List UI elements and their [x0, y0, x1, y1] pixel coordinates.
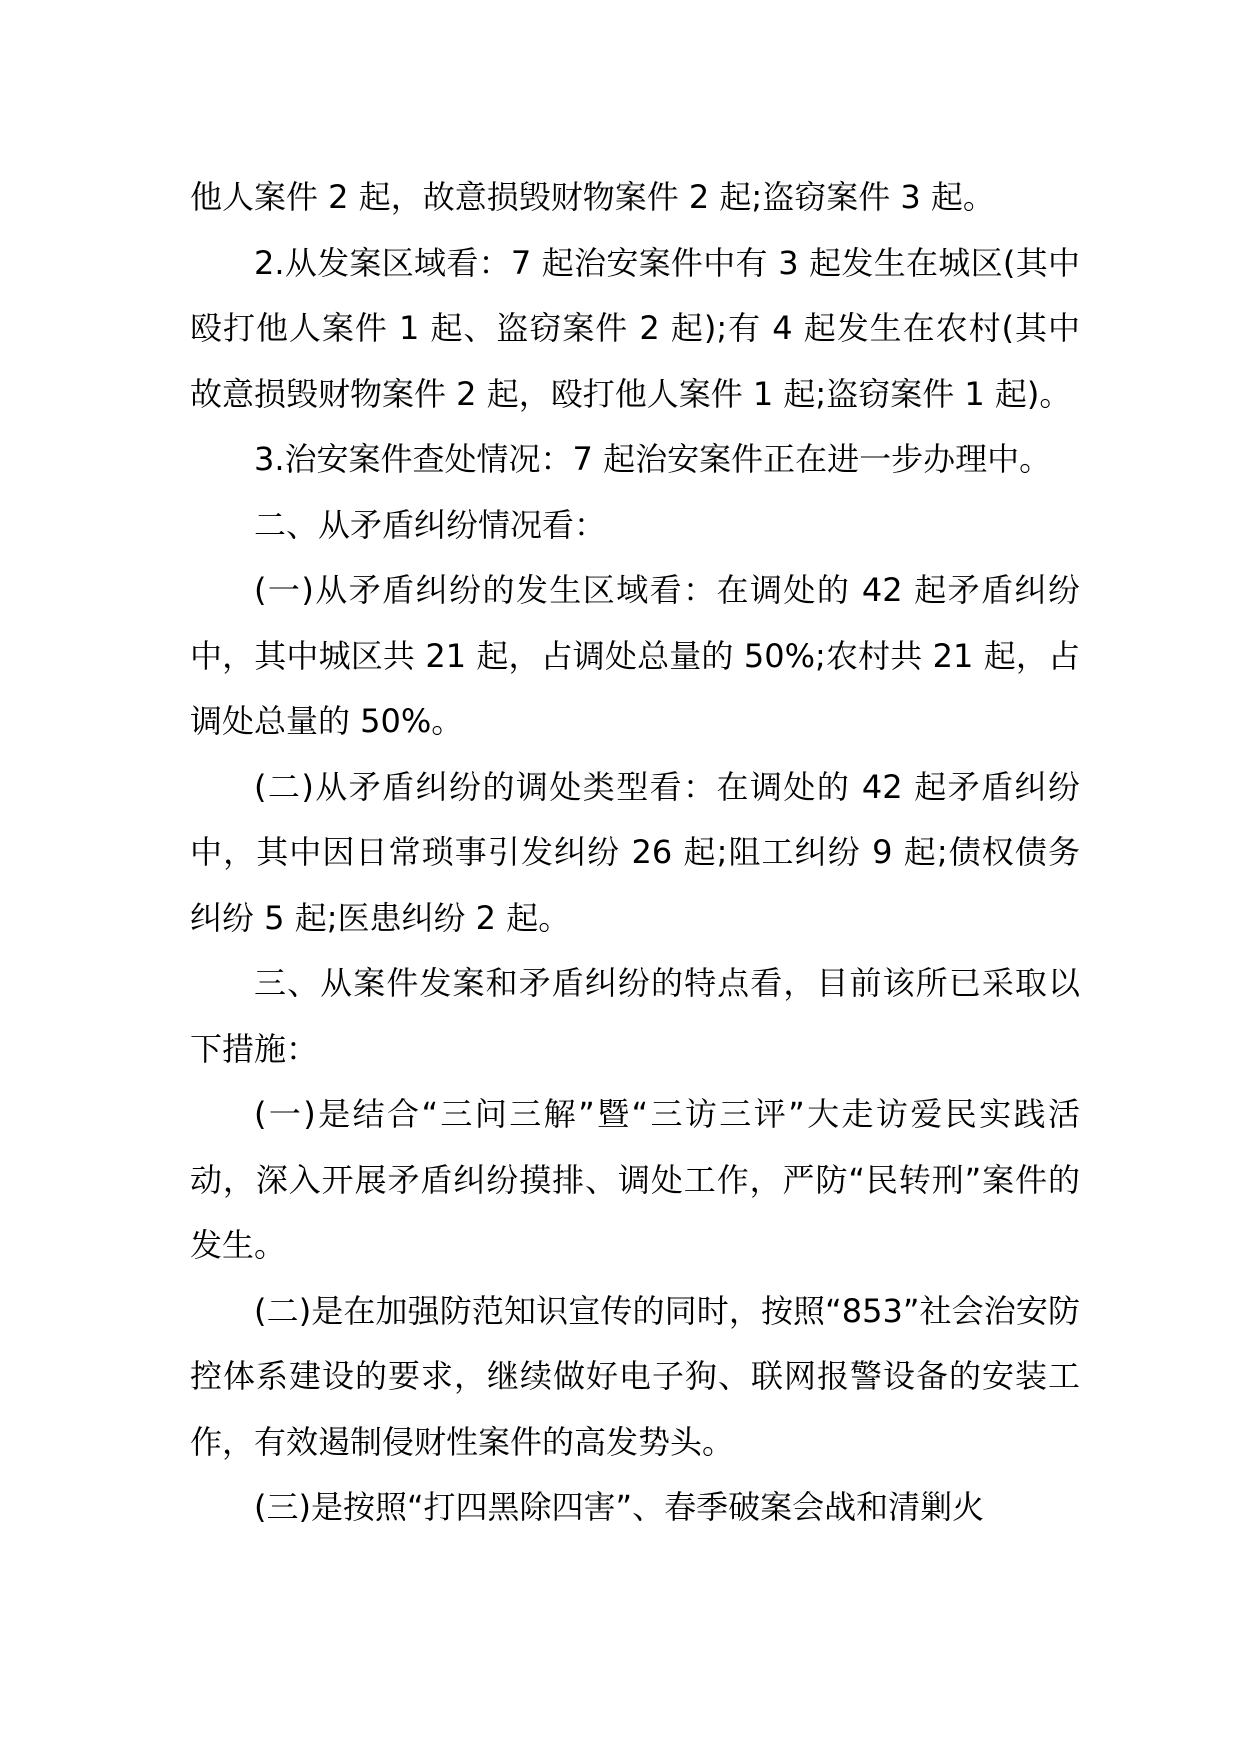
paragraph-measure-3: (三)是按照“打四黑除四害”、春季破案会战和清剿火 [254, 1488, 985, 1526]
document-body [190, 165, 1080, 1541]
paragraph-dispute-area: (一)从矛盾纠纷的发生区域看：在调处的 42 起矛盾纠纷中，其中城区共 21 起，占调处总量的 50%;农村共 21 起，占调处总量的 50%。 [190, 571, 1080, 740]
section-heading-disputes: 二、从矛盾纠纷情况看： [254, 505, 607, 544]
paragraph-continuation: 他人案件 2 起，故意损毁财物案件 2 起;盗窃案件 3 起。 [190, 178, 995, 216]
paragraph-measure-1: (一)是结合“三问三解”暨“三访三评”大走访爱民实践活动，深入开展矛盾纠纷摸排、调处工作，严防“民转刑”案件的发生。 [190, 1095, 1080, 1264]
paragraph-case-handling: 3.治安案件查处情况：7 起治安案件正在进一步办理中。 [254, 440, 1052, 478]
section-heading-measures: 三、从案件发案和矛盾纠纷的特点看，目前该所已采取以下措施： [190, 964, 1080, 1068]
paragraph-measure-2: (二)是在加强防范知识宣传的同时，按照“853”社会治安防控体系建设的要求，继续做好电子狗、联网报警设备的安装工作，有效遏制侵财性案件的高发势头。 [190, 1291, 1080, 1461]
paragraph-crime-area: 2.从发案区域看：7 起治安案件中有 3 起发生在城区(其中殴打他人案件 1 起、盗窃案件 2 起);有 4 起发生在农村(其中故意损毁财物案件 2 起，殴打他人案件 1 起;盗窃案件 1 起)。 [190, 243, 1080, 413]
paragraph-dispute-type: (二)从矛盾纠纷的调处类型看：在调处的 42 起矛盾纠纷中，其中因日常琐事引发纠纷 26 起;阻工纠纷 9 起;债权债务纠纷 5 起;医患纠纷 2 起。 [190, 767, 1080, 937]
